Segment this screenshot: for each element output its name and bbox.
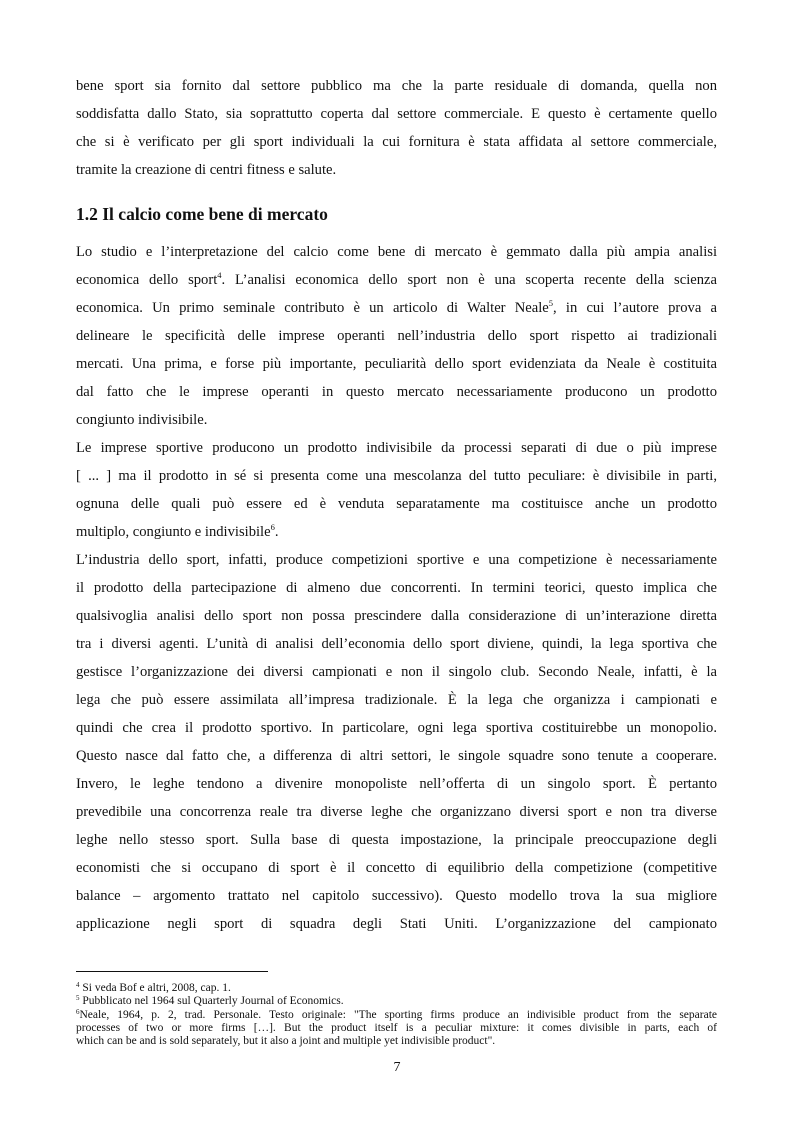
para2-line: quindi che crea il prodotto sportivo. In particolare, ogni lega sportiva costituirebbe un monopolio. <box>76 720 717 736</box>
intro-line: bene sport sia fornito dal settore pubblico ma che la parte residuale di domanda, quella non <box>76 78 717 94</box>
footnote-mark: 5 <box>76 994 80 1002</box>
para2-line: balance – argomento trattato nel capitolo successivo). Questo modello trova la sua migliore <box>76 888 717 904</box>
intro-line: tramite la creazione di centri fitness e salute. <box>76 162 337 178</box>
quote-text: multiplo, congiunto e indivisibile <box>76 524 271 540</box>
para1-line <box>76 299 717 317</box>
para2-line: L’industria dello sport, infatti, produce competizioni sportive e una competizione è necessariamente <box>76 552 717 568</box>
para1-line: mercati. Una prima, e forse più importante, peculiarità dello sport evidenziata da Neale è costituita <box>76 356 717 372</box>
page-number: 7 <box>393 1060 401 1075</box>
quote-line <box>76 523 717 541</box>
para2-line: Invero, le leghe tendono a divenire monopoliste nell’offerta di un singolo sport. È pertanto <box>76 776 717 792</box>
para2-line: economisti che si occupano di sport è il concetto di equilibrio della competizione (competitive <box>76 860 717 876</box>
para2-line: Questo nasce dal fatto che, a differenza di altri settori, le singole squadre sono tenute a cooperare. <box>76 748 717 764</box>
para1-text: , in cui l’autore prova a <box>553 300 717 316</box>
footnote-4 <box>76 982 717 995</box>
quote-line: ognuna delle quali può essere ed è venduta separatamente ma costituisce anche un prodotto <box>76 496 717 512</box>
para2-line: leghe nello stesso sport. Sulla base di questa impostazione, la principale preoccupazione degli <box>76 832 717 848</box>
footnote-text: Pubblicato nel 1964 sul Quarterly Journal of Economics. <box>79 995 344 1007</box>
footnote-5 <box>76 995 717 1008</box>
para1-text: economica. Un primo seminale contributo è un articolo di Walter Neale <box>76 300 549 316</box>
para2-line: applicazione negli sport di squadra degli Stati Uniti. L’organizzazione del campionato <box>76 916 717 932</box>
footnote-ref-6[interactable]: 6 <box>270 522 275 532</box>
intro-line: soddisfatta dallo Stato, sia soprattutto coperta dal settore commerciale. E questo è certamente quello <box>76 106 717 122</box>
para2-line: gestisce l’organizzazione dei diversi campionati e non il singolo club. Secondo Neale, infatti, è la <box>76 664 717 680</box>
footnote-mark: 4 <box>76 981 80 989</box>
footnote-6-line: which can be and is sold separately, but it also a joint and multiple yet indivisible product". <box>76 1035 496 1047</box>
para1-line: Lo studio e l’interpretazione del calcio come bene di mercato è gemmato dalla più ampia analisi <box>76 244 717 260</box>
footnote-6-line: processes of two or more firms […]. But the product itself is a peculiar mixture: it comes divisible in parts, each of <box>76 1022 717 1034</box>
footnote-6 <box>76 1009 717 1022</box>
intro-line: che si è verificato per gli sport individuali la cui fornitura è stata affidata al settore commerciale, <box>76 134 717 150</box>
para2-line: tra i diversi agenti. L’unità di analisi dell’economia dello sport diviene, quindi, la lega sportiva che <box>76 636 717 652</box>
para1-text: . L’analisi economica dello sport non è una scoperta recente della scienza <box>221 272 717 288</box>
footnote-text: Neale, 1964, p. 2, trad. Personale. Testo originale: "The sporting firms produce an indivisible product from the separate <box>79 1009 717 1021</box>
footnote-divider <box>76 971 268 972</box>
footnote-text: Si veda Bof e altri, 2008, cap. 1. <box>79 982 231 994</box>
footnote-ref-4[interactable]: 4 <box>217 270 222 280</box>
para2-line: lega che può essere assimilata all’impresa tradizionale. È la lega che organizza i campionati e <box>76 692 717 708</box>
para1-line: dal fatto che le imprese operanti in questo mercato necessariamente producono un prodotto <box>76 384 717 400</box>
para2-line: prevedibile una concorrenza reale tra diverse leghe che organizzano diversi sport e non tra diverse <box>76 804 717 820</box>
para1-line <box>76 271 717 289</box>
para2-line: qualsivoglia analisi dello sport non possa prescindere dalla considerazione di un’interazione diretta <box>76 608 717 624</box>
quote-line: Le imprese sportive producono un prodotto indivisibile da processi separati di due o più imprese <box>76 440 717 456</box>
quote-line: [ ... ] ma il prodotto in sé si presenta come una mescolanza del tutto peculiare: è divisibile in parti, <box>76 468 717 484</box>
quote-text: . <box>274 524 279 540</box>
para1-text: economica dello sport <box>76 272 218 288</box>
footnote-ref-5[interactable]: 5 <box>548 298 554 308</box>
para1-line: congiunto indivisibile. <box>76 412 208 428</box>
para2-line: il prodotto della partecipazione di almeno due concorrenti. In termini teorici, questo implica che <box>76 580 717 596</box>
footnote-mark: 6 <box>76 1008 80 1016</box>
section-heading: 1.2 Il calcio come bene di mercato <box>76 204 328 224</box>
para1-line: delineare le specificità delle imprese operanti nell’industria dello sport rispetto ai tradizionali <box>76 328 717 344</box>
